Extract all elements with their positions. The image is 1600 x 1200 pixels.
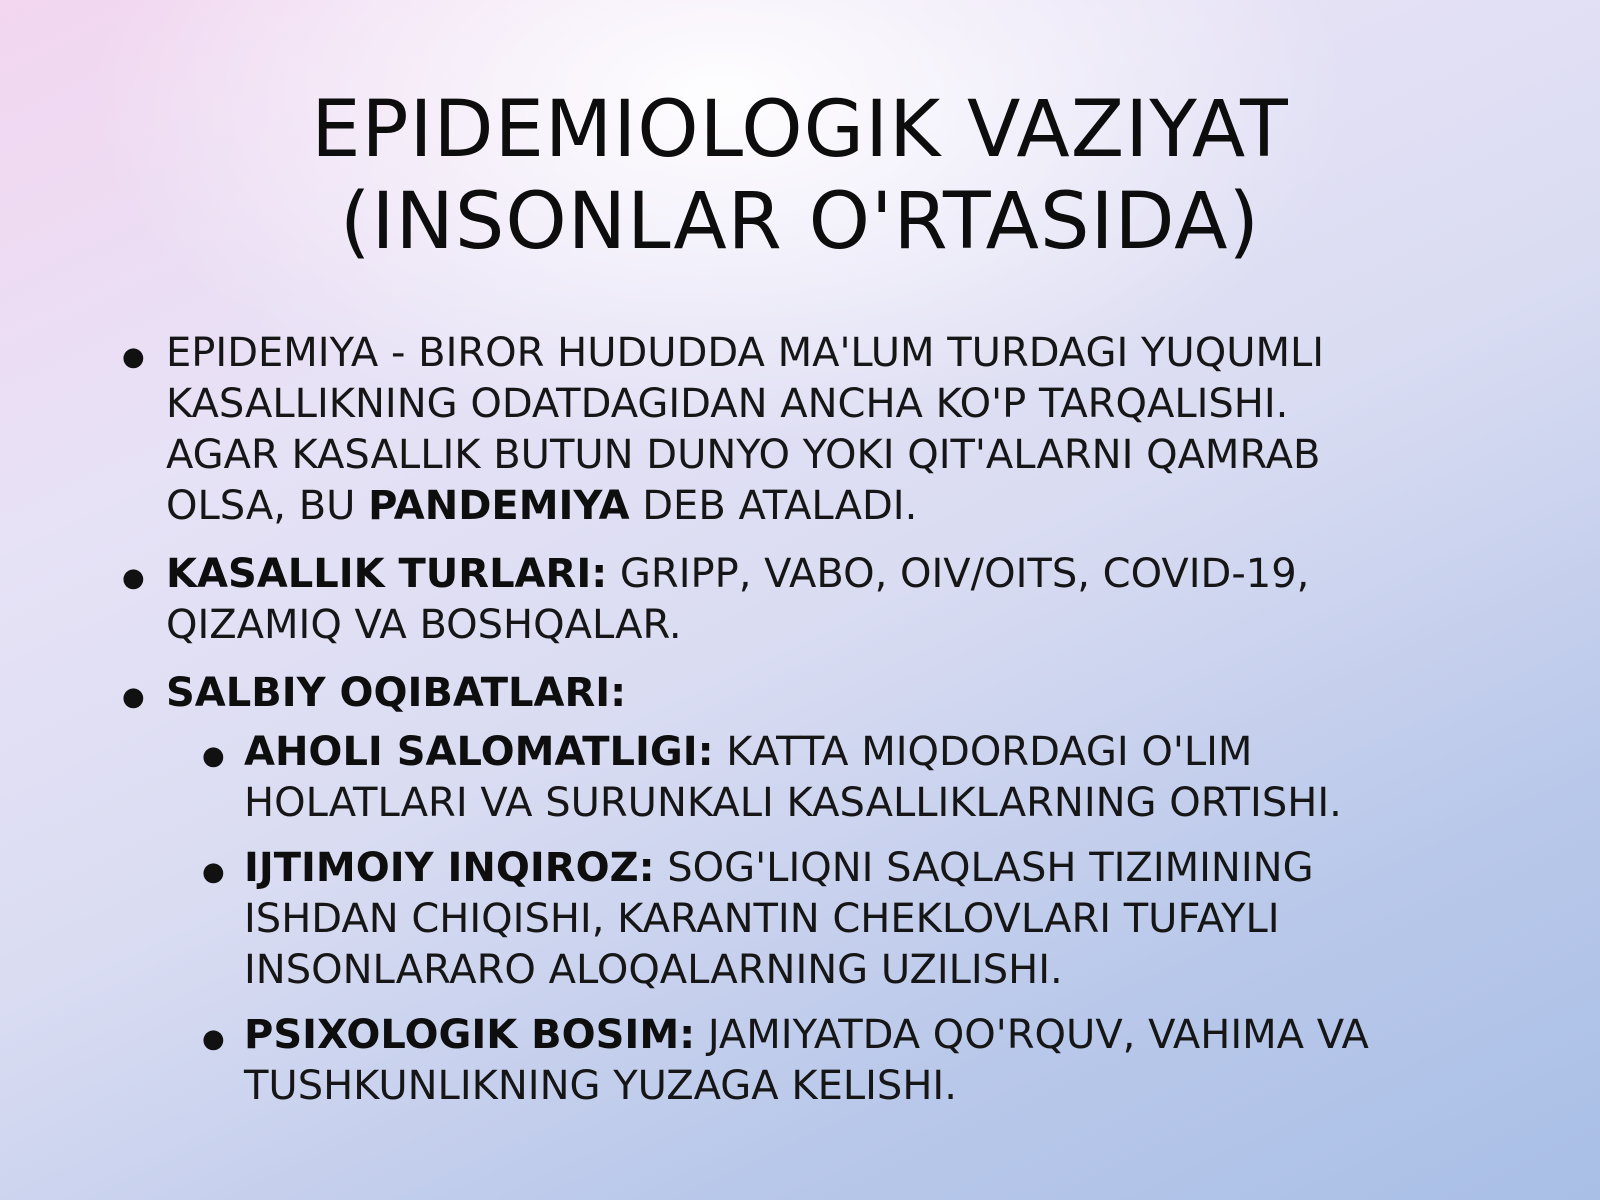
bullet-list xyxy=(122,328,1542,1112)
bullet-text-line: QIZAMIQ VA BOSHQALAR. xyxy=(166,602,682,648)
bullet-epidemiya xyxy=(122,328,1542,532)
subbullet-psixologik-bosim xyxy=(122,1010,1542,1112)
bullet-text: OLSA, BU xyxy=(166,483,369,529)
bullet-text-line xyxy=(166,549,1542,600)
bullet-bold-term: IJTIMOIY INQIROZ: xyxy=(244,845,655,891)
slide-title xyxy=(120,84,1480,268)
bullet-bold-term: PSIXOLOGIK BOSIM: xyxy=(244,1012,696,1058)
slide-title-line-2: (INSONLAR O'RTASIDA) xyxy=(340,177,1260,267)
bullet-text-line: ISHDAN CHIQISHI, KARANTIN CHEKLOVLARI TUFAYLI xyxy=(244,896,1280,942)
bullet-dot-icon: ● xyxy=(202,1024,225,1054)
bullet-text-line xyxy=(244,843,1542,894)
bullet-text: JAMIYATDA QO'RQUV, VAHIMA VA xyxy=(695,1012,1369,1058)
bullet-dot-icon: ● xyxy=(122,682,145,712)
bullet-text-line: HOLATLARI VA SURUNKALI KASALLIKLARNING ORTISHI. xyxy=(244,780,1342,826)
bullet-text-line: AGAR KASALLIK BUTUN DUNYO YOKI QIT'ALARNI QAMRAB xyxy=(166,432,1321,478)
bullet-bold-term: KASALLIK TURLARI: xyxy=(166,551,608,597)
bullet-bold-term: SALBIY OQIBATLARI: xyxy=(166,670,627,716)
bullet-text-line: KASALLIKNING ODATDAGIDAN ANCHA KO'P TARQALISHI. xyxy=(166,381,1289,427)
bullet-text-line xyxy=(166,668,1542,719)
subbullet-aholi-salomatligi xyxy=(122,727,1542,829)
bullet-text-line xyxy=(244,1010,1542,1061)
bullet-text: SOG'LIQNI SAQLASH TIZIMINING xyxy=(654,845,1314,891)
slide-title-line-1: EPIDEMIOLOGIK VAZIYAT xyxy=(311,85,1289,175)
bullet-text: DEB ATALADI. xyxy=(629,483,918,529)
bullet-dot-icon: ● xyxy=(202,741,225,771)
bullet-dot-icon: ● xyxy=(122,342,145,372)
bullet-text-line: INSONLARARO ALOQALARNING UZILISHI. xyxy=(244,947,1063,993)
bullet-dot-icon: ● xyxy=(202,857,225,887)
bullet-bold-term: AHOLI SALOMATLIGI: xyxy=(244,729,714,775)
bullet-text: GRIPP, VABO, OIV/OITS, COVID-19, xyxy=(607,551,1310,597)
bullet-text-line xyxy=(244,727,1542,778)
bullet-text: KATTA MIQDORDAGI O'LIM xyxy=(713,729,1253,775)
bullet-salbiy-oqibatlari xyxy=(122,668,1542,719)
bullet-kasallik-turlari xyxy=(122,549,1542,651)
subbullet-ijtimoiy-inqiroz xyxy=(122,843,1542,996)
bullet-text-line: TUSHKUNLIKNING YUZAGA KELISHI. xyxy=(244,1063,957,1109)
bullet-bold-term: PANDEMIYA xyxy=(368,483,630,529)
bullet-text-line: EPIDEMIYA - BIROR HUDUDDA MA'LUM TURDAGI YUQUMLI xyxy=(166,330,1325,376)
bullet-text-line xyxy=(166,481,1542,532)
bullet-dot-icon: ● xyxy=(122,563,145,593)
